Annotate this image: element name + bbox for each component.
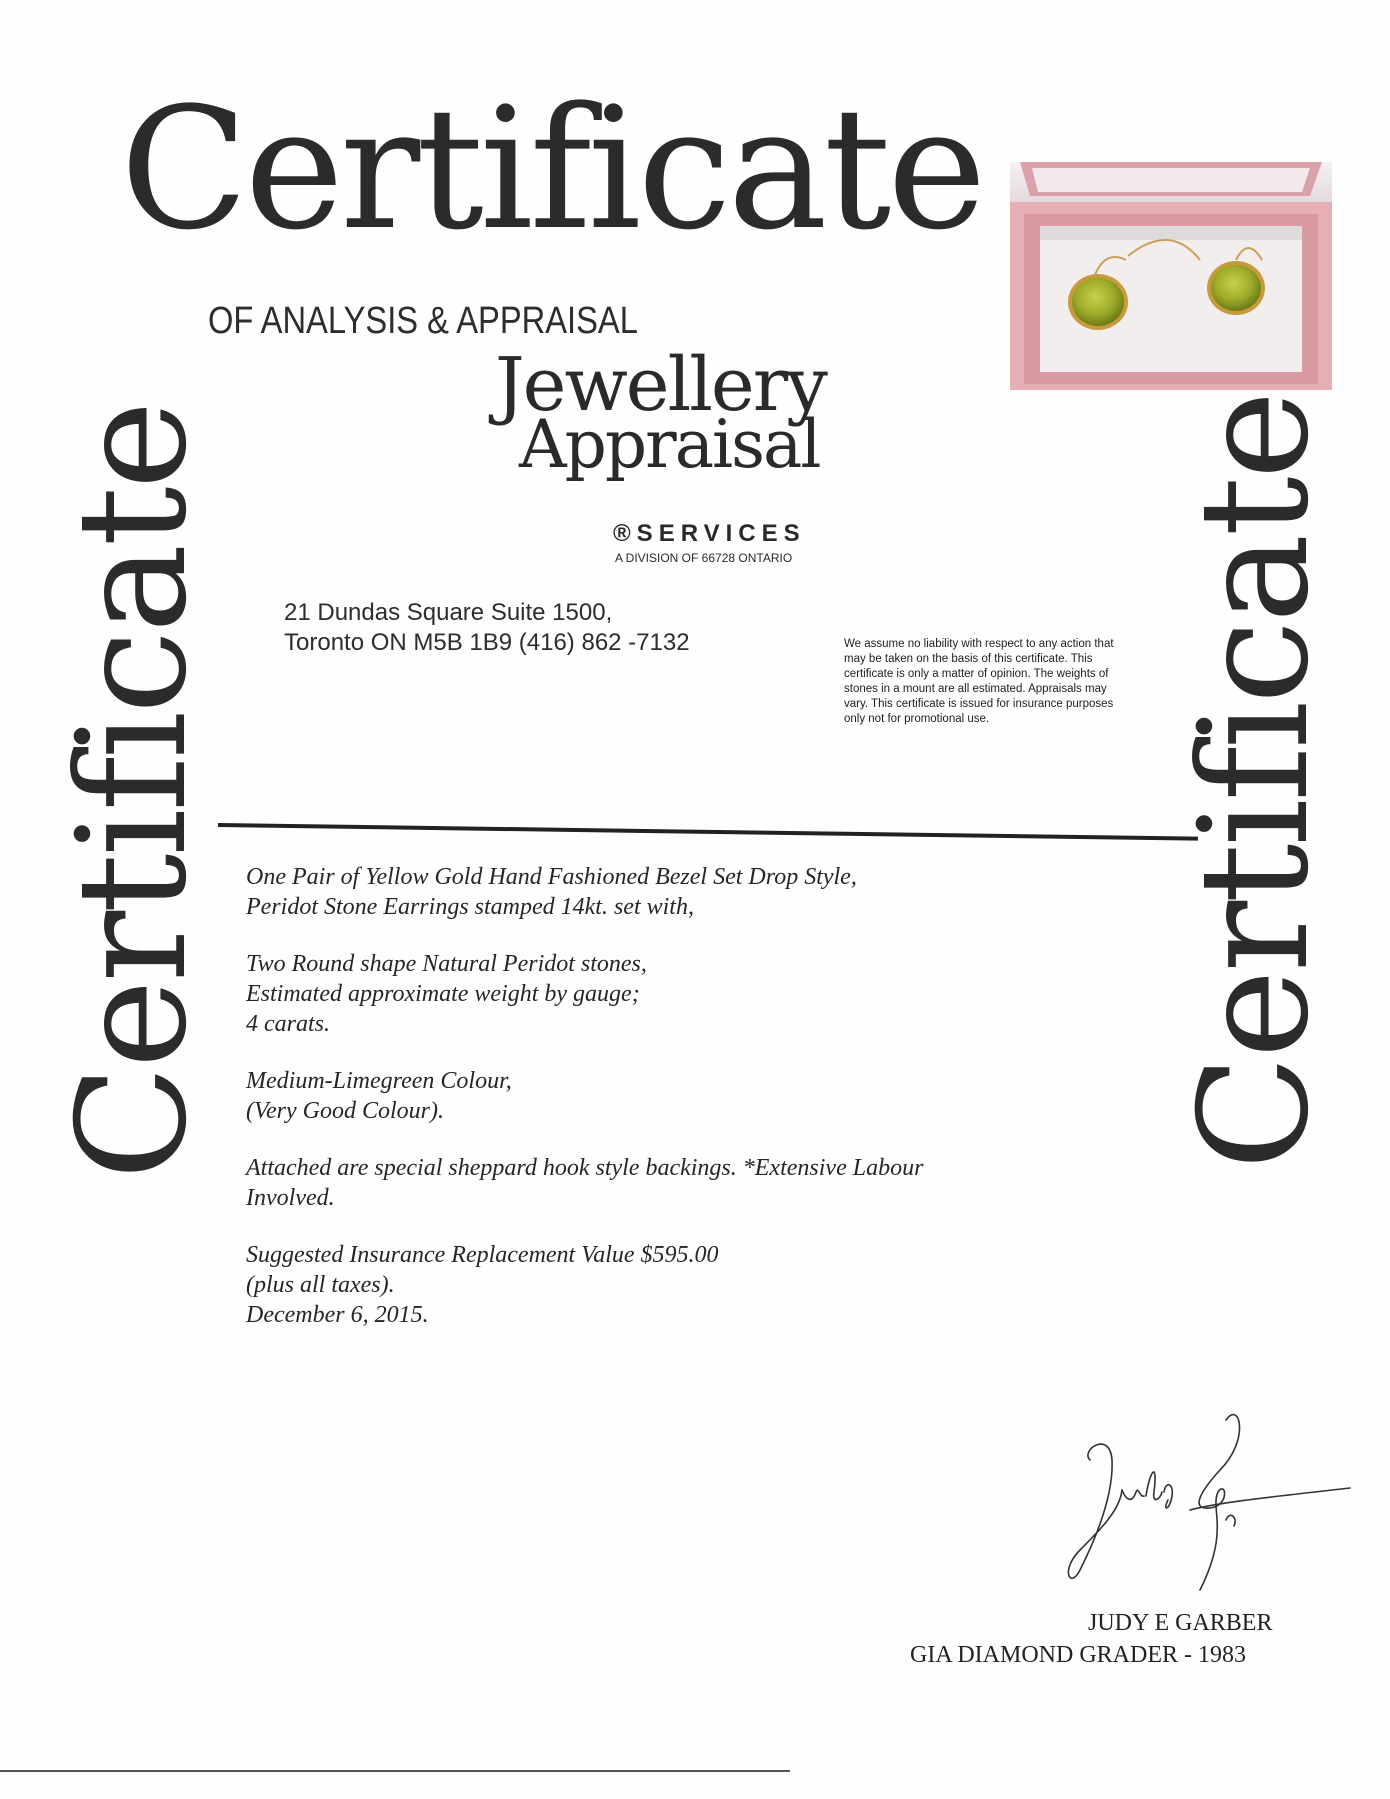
divider-line — [218, 823, 1198, 841]
side-title-left: Certificate — [46, 403, 220, 1180]
description-line: (Very Good Colour). — [246, 1098, 444, 1124]
grader-title: GIA DIAMOND GRADER - 1983 — [910, 1642, 1246, 1668]
grader-block — [910, 1607, 1272, 1671]
description-line: Attached are special sheppard hook style backings. *Extensive Labour — [246, 1155, 924, 1181]
brand-division: A DIVISION OF 66728 ONTARIO — [615, 551, 793, 565]
brand-name-line2: Appraisal — [519, 406, 820, 483]
grader-name: JUDY E GARBER — [1088, 1610, 1273, 1636]
company-address — [284, 598, 690, 658]
item-description — [246, 862, 1066, 922]
appraisal-date: December 6, 2015. — [246, 1302, 429, 1328]
brand-services: ®SERVICES — [613, 520, 806, 547]
brand-logo — [495, 342, 875, 565]
backing-details — [246, 1153, 1066, 1213]
description-line: 4 carats. — [246, 1011, 330, 1037]
description-line: Involved. — [246, 1185, 335, 1211]
appraisal-description — [246, 862, 1066, 1357]
signature — [1050, 1400, 1380, 1600]
earrings-photo — [1010, 162, 1332, 390]
brand-name-line1: Jewellery — [495, 342, 826, 428]
stone-details — [246, 949, 1066, 1039]
certificate-subtitle: OF ANALYSIS & APPRAISAL — [208, 300, 638, 342]
handwritten-signature-image — [1050, 1400, 1380, 1600]
description-line: One Pair of Yellow Gold Hand Fashioned Bezel Set Drop Style, — [246, 864, 857, 890]
earrings-in-box-image — [1010, 162, 1332, 390]
liability-disclaimer: We assume no liability with respect to any action that may be taken on the basis of this certificate. This certificate is only a matter of opinion. The weights of stones in a mount are all estimated. Appraisals may vary. This certificate is issued for insurance purposes only not for promotional use. — [844, 638, 1114, 725]
address-line2: Toronto ON M5B 1B9 (416) 862 -7132 — [284, 629, 690, 656]
description-line: Estimated approximate weight by gauge; — [246, 981, 640, 1007]
colour-details — [246, 1066, 1066, 1126]
address-line1: 21 Dundas Square Suite 1500, — [284, 599, 613, 626]
tax-note: (plus all taxes). — [246, 1272, 395, 1298]
certificate-title: Certificate — [120, 71, 983, 267]
side-title-right: Certificate — [1168, 393, 1342, 1170]
description-line: Two Round shape Natural Peridot stones, — [246, 951, 647, 977]
replacement-value: Suggested Insurance Replacement Value $595.00 — [246, 1242, 719, 1268]
footer-line — [0, 1770, 790, 1772]
description-line: Medium-Limegreen Colour, — [246, 1068, 512, 1094]
valuation-details — [246, 1240, 1066, 1330]
description-line: Peridot Stone Earrings stamped 14kt. set with, — [246, 894, 694, 920]
